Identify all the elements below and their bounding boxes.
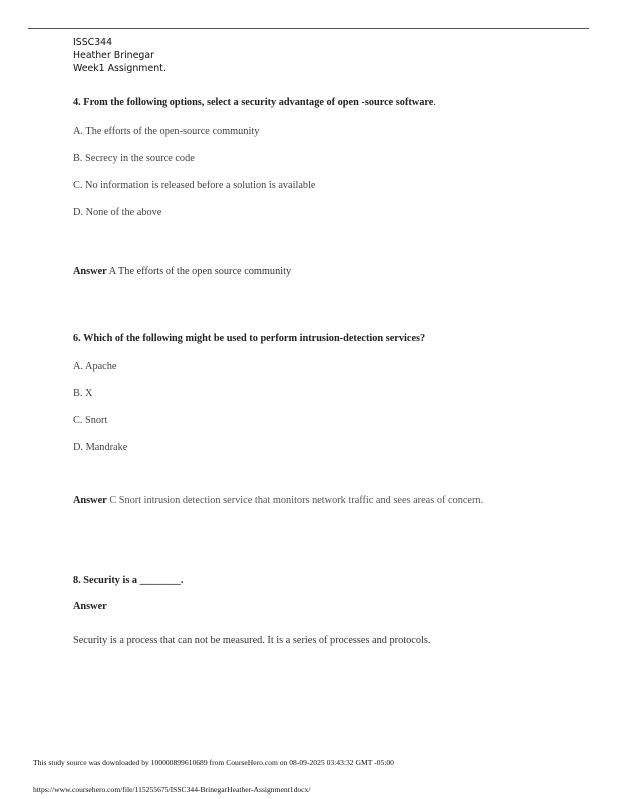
question-8: 8. Security is a ________. [73,575,184,586]
q6-option-c: C. Snort [73,415,108,426]
q4-answer-text: A The efforts of the open source community [106,266,292,277]
q6-option-b: B. X [73,388,93,399]
q4-option-b: B. Secrecy in the source code [73,153,195,164]
assignment-title: Week1 Assignment. [73,63,166,74]
question-4 [73,97,436,108]
q6-answer [73,495,483,506]
question-4-text: 4. From the following options, select a security advantage of open -source software [73,97,434,108]
download-notice: This study source was downloaded by 100000899610689 from CourseHero.com on 08-09-2025 03:43:32 GMT -05:00 [33,758,394,767]
question-6: 6. Which of the following might be used to perform intrusion-detection services? [73,333,426,344]
course-code: ISSC344 [73,37,113,48]
q8-answer-text: Security is a process that can not be measured. It is a series of processes and protocols. [73,635,431,646]
q4-option-d: D. None of the above [73,207,162,218]
q6-option-a: A. Apache [73,361,117,372]
q4-option-a: A. The efforts of the open-source community [73,126,260,137]
q6-answer-label: Answer [73,495,107,506]
q8-answer-label: Answer [73,601,107,612]
q4-answer-label: Answer [73,266,107,277]
question-4-period: . [433,97,436,108]
q6-answer-text: C Snort intrusion detection service that monitors network traffic and sees areas of concern. [106,495,484,506]
student-name: Heather Brinegar [73,50,154,61]
q6-option-d: D. Mandrake [73,442,128,453]
q4-option-c: C. No information is released before a solution is available [73,180,316,191]
q4-answer [73,266,291,277]
source-url[interactable]: https://www.coursehero.com/file/115255675/ISSC344-BrinegarHeather-Assignment1docx/ [33,785,311,794]
top-rule [28,28,589,29]
